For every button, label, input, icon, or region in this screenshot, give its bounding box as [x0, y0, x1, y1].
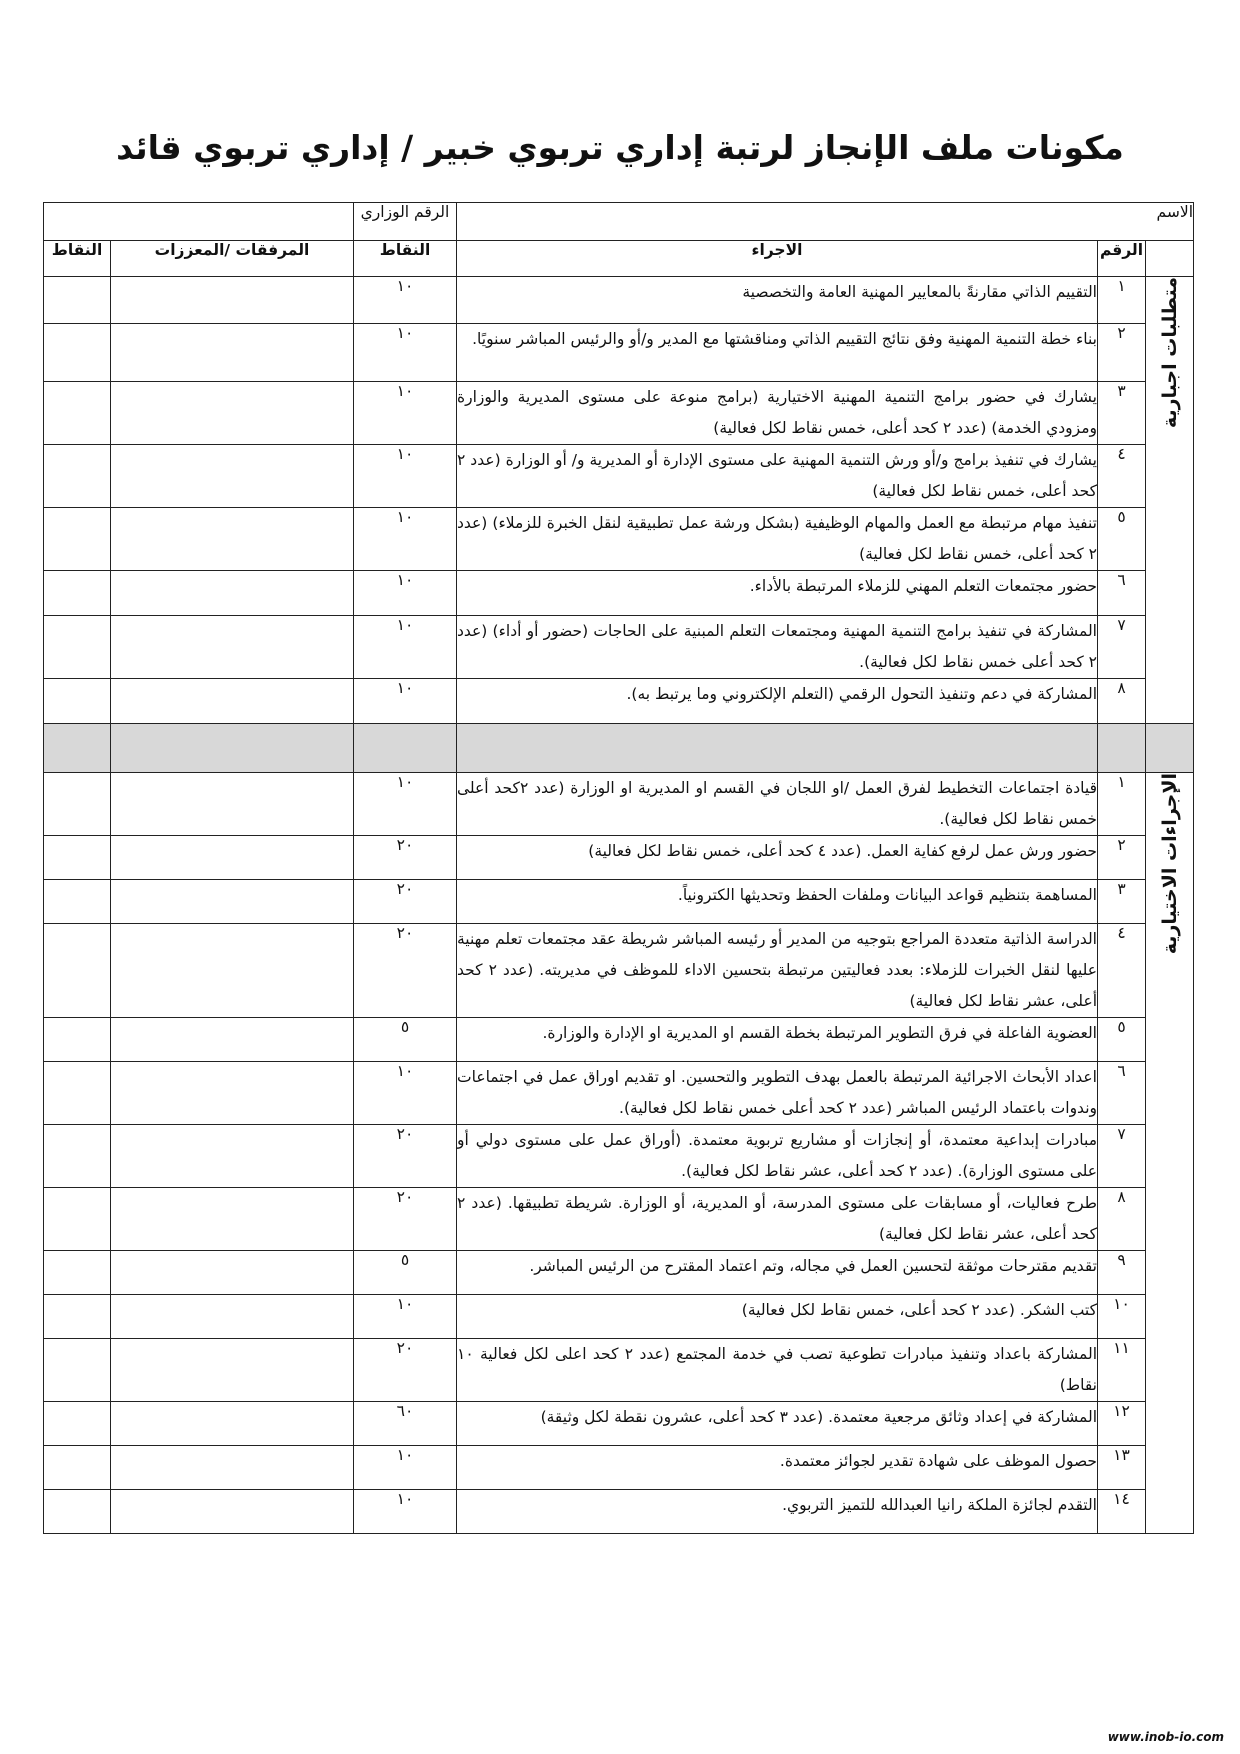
ministry-number-label: الرقم الوزاري: [354, 203, 457, 241]
page-title: مكونات ملف الإنجاز لرتبة إداري تربوي خبير / إداري تربوي قائد: [116, 128, 1124, 167]
row-number: ٦: [1098, 1062, 1146, 1125]
attachments-cell[interactable]: [111, 571, 354, 616]
earned-points-cell[interactable]: [44, 1339, 111, 1402]
row-points: ١٠: [354, 773, 457, 836]
table-row: [44, 1295, 1194, 1339]
attachments-cell[interactable]: [111, 1446, 354, 1490]
attachments-cell[interactable]: [111, 836, 354, 880]
row-points: ١٠: [354, 445, 457, 508]
separator-cell: [1098, 724, 1146, 773]
row-number: ١٣: [1098, 1446, 1146, 1490]
procedure-text: اعداد الأبحاث الاجرائية المرتبطة بالعمل بهدف التطوير والتحسين. او تقديم اوراق عمل في اجتماعات وندوات باعتماد الرئيس المباشر (عدد ٢ كحد أعلى خمس نقاط لكل فعالية).: [457, 1062, 1098, 1125]
separator-cell: [354, 724, 457, 773]
procedure-text: التقدم لجائزة الملكة رانيا العبدالله للتميز التربوي.: [457, 1490, 1098, 1534]
earned-points-cell[interactable]: [44, 1490, 111, 1534]
procedure-text: المشاركة في دعم وتنفيذ التحول الرقمي (التعلم الإلكتروني وما يرتبط به).: [457, 679, 1098, 724]
table-row: [44, 1125, 1194, 1188]
row-points: ٢٠: [354, 1339, 457, 1402]
earned-points-cell[interactable]: [44, 1018, 111, 1062]
header-number: الرقم: [1098, 241, 1146, 277]
row-number: ٦: [1098, 571, 1146, 616]
earned-points-cell[interactable]: [44, 508, 111, 571]
row-points: ١٠: [354, 508, 457, 571]
separator-cell: [44, 724, 111, 773]
attachments-cell[interactable]: [111, 382, 354, 445]
name-field[interactable]: [457, 203, 1194, 241]
attachments-cell[interactable]: [111, 445, 354, 508]
procedure-text: المشاركة في تنفيذ برامج التنمية المهنية ومجتمعات التعلم المبنية على الحاجات (حضور أو أداء) (عدد ٢ كحد أعلى خمس نقاط لكل فعالية).: [457, 616, 1098, 679]
row-number: ٩: [1098, 1251, 1146, 1295]
row-number: ١١: [1098, 1339, 1146, 1402]
table-row: [44, 1402, 1194, 1446]
earned-points-cell[interactable]: [44, 679, 111, 724]
earned-points-cell[interactable]: [44, 382, 111, 445]
attachments-cell[interactable]: [111, 508, 354, 571]
row-number: ٢: [1098, 836, 1146, 880]
table-row: [44, 880, 1194, 924]
table-row: [44, 1490, 1194, 1534]
attachments-cell[interactable]: [111, 1251, 354, 1295]
attachments-cell[interactable]: [111, 1402, 354, 1446]
attachments-cell[interactable]: [111, 616, 354, 679]
procedure-text: طرح فعاليات، أو مسابقات على مستوى المدرسة، أو المديرية، أو الوزارة. شريطة تطبيقها. (عدد ٢ كحد أعلى، عشر نقاط لكل فعالية): [457, 1188, 1098, 1251]
name-row: [44, 203, 1194, 241]
row-points: ١٠: [354, 382, 457, 445]
table-row: [44, 836, 1194, 880]
earned-points-cell[interactable]: [44, 1251, 111, 1295]
earned-points-cell[interactable]: [44, 277, 111, 324]
separator-cell: [457, 724, 1098, 773]
earned-points-cell[interactable]: [44, 1402, 111, 1446]
row-number: ١: [1098, 773, 1146, 836]
attachments-cell[interactable]: [111, 1490, 354, 1534]
row-number: ١: [1098, 277, 1146, 324]
row-number: ٧: [1098, 616, 1146, 679]
attachments-cell[interactable]: [111, 1125, 354, 1188]
procedure-text: كتب الشكر. (عدد ٢ كحد أعلى، خمس نقاط لكل فعالية): [457, 1295, 1098, 1339]
attachments-cell[interactable]: [111, 1062, 354, 1125]
row-number: ١٠: [1098, 1295, 1146, 1339]
row-number: ٢: [1098, 324, 1146, 382]
mandatory-category: [1146, 277, 1194, 724]
table-row: [44, 1062, 1194, 1125]
attachments-cell[interactable]: [111, 679, 354, 724]
header-points-2: النقاط: [44, 241, 111, 277]
optional-category: [1146, 773, 1194, 1534]
procedure-text: تقديم مقترحات موثقة لتحسين العمل في مجاله، وتم اعتماد المقترح من الرئيس المباشر.: [457, 1251, 1098, 1295]
row-points: ١٠: [354, 679, 457, 724]
attachments-cell[interactable]: [111, 880, 354, 924]
table-row: [44, 1339, 1194, 1402]
row-points: ١٠: [354, 1062, 457, 1125]
row-points: ٢٠: [354, 880, 457, 924]
procedure-text: حضور مجتمعات التعلم المهني للزملاء المرتبطة بالأداء.: [457, 571, 1098, 616]
earned-points-cell[interactable]: [44, 1295, 111, 1339]
table-row: [44, 324, 1194, 382]
procedure-text: مبادرات إبداعية معتمدة، أو إنجازات أو مشاريع تربوية معتمدة. (أوراق عمل على مستوى دولي أو على مستوى الوزارة). (عدد ٢ كحد أعلى، عشر نقاط لكل فعالية).: [457, 1125, 1098, 1188]
procedure-text: حصول الموظف على شهادة تقدير لجوائز معتمدة.: [457, 1446, 1098, 1490]
procedure-text: المساهمة بتنظيم قواعد البيانات وملفات الحفظ وتحديثها الكترونياً.: [457, 880, 1098, 924]
attachments-cell[interactable]: [111, 1188, 354, 1251]
header-attachments: المرفقات /المعززات: [111, 241, 354, 277]
earned-points-cell[interactable]: [44, 616, 111, 679]
mandatory-category-label: متطلبات اجبارية: [1158, 277, 1181, 429]
row-points: ٥: [354, 1251, 457, 1295]
optional-category-label: الإجراءات الاختيارية: [1158, 773, 1181, 955]
row-number: ٧: [1098, 1125, 1146, 1188]
table-row: [44, 773, 1194, 836]
row-number: ٥: [1098, 1018, 1146, 1062]
attachments-cell[interactable]: [111, 1339, 354, 1402]
row-points: ١٠: [354, 1446, 457, 1490]
earned-points-cell[interactable]: [44, 1188, 111, 1251]
footer-url: www.inob-io.com: [1107, 1730, 1224, 1744]
header-row: [44, 241, 1194, 277]
row-number: ٤: [1098, 924, 1146, 1018]
procedure-text: بناء خطة التنمية المهنية وفق نتائج التقييم الذاتي ومناقشتها مع المدير و/أو والرئيس المباشر سنويًا.: [457, 324, 1098, 382]
row-points: ٢٠: [354, 1125, 457, 1188]
procedure-text: التقييم الذاتي مقارنةً بالمعايير المهنية العامة والتخصصية: [457, 277, 1098, 324]
procedure-text: يشارك في حضور برامج التنمية المهنية الاختيارية (برامج منوعة على مستوى المديرية والوزارة ومزودي الخدمة) (عدد ٢ كحد أعلى، خمس نقاط لكل فعالية): [457, 382, 1098, 445]
table-row: [44, 616, 1194, 679]
table-row: [44, 1251, 1194, 1295]
procedure-text: العضوية الفاعلة في فرق التطوير المرتبطة بخطة القسم او المديرية او الإدارة والوزارة.: [457, 1018, 1098, 1062]
procedure-text: المشاركة في إعداد وثائق مرجعية معتمدة. (عدد ٣ كحد أعلى، عشرون نقطة لكل وثيقة): [457, 1402, 1098, 1446]
earned-points-cell[interactable]: [44, 571, 111, 616]
row-number: ٤: [1098, 445, 1146, 508]
row-points: ١٠: [354, 616, 457, 679]
row-number: ٥: [1098, 508, 1146, 571]
earned-points-cell[interactable]: [44, 1125, 111, 1188]
row-number: ١٢: [1098, 1402, 1146, 1446]
table-row: [44, 382, 1194, 445]
attachments-cell[interactable]: [111, 1018, 354, 1062]
row-points: ٥: [354, 1018, 457, 1062]
row-number: ٨: [1098, 1188, 1146, 1251]
table-row: [44, 277, 1194, 324]
table-row: [44, 508, 1194, 571]
attachments-cell[interactable]: [111, 773, 354, 836]
procedure-text: المشاركة باعداد وتنفيذ مبادرات تطوعية تصب في خدمة المجتمع (عدد ٢ كحد اعلى لكل فعالية ١٠ نقاط): [457, 1339, 1098, 1402]
earned-points-cell[interactable]: [44, 324, 111, 382]
earned-points-cell[interactable]: [44, 773, 111, 836]
row-points: ١٠: [354, 1490, 457, 1534]
attachments-cell[interactable]: [111, 277, 354, 324]
earned-points-cell[interactable]: [44, 445, 111, 508]
earned-points-cell[interactable]: [44, 836, 111, 880]
section-separator: [44, 724, 1194, 773]
table-row: [44, 445, 1194, 508]
procedure-text: تنفيذ مهام مرتبطة مع العمل والمهام الوظيفية (بشكل ورشة عمل تطبيقية لنقل الخبرة للزملاء) (عدد ٢ كحد أعلى، خمس نقاط لكل فعالية): [457, 508, 1098, 571]
earned-points-cell[interactable]: [44, 1446, 111, 1490]
portfolio-table: [43, 202, 1194, 1534]
table-row: [44, 1446, 1194, 1490]
row-points: ٢٠: [354, 924, 457, 1018]
row-number: ٣: [1098, 382, 1146, 445]
ministry-number-field[interactable]: [44, 203, 354, 241]
header-points: النقاط: [354, 241, 457, 277]
row-points: ٢٠: [354, 1188, 457, 1251]
row-points: ١٠: [354, 1295, 457, 1339]
separator-cell: [1146, 724, 1194, 773]
table-row: [44, 679, 1194, 724]
row-points: ١٠: [354, 324, 457, 382]
row-number: ٨: [1098, 679, 1146, 724]
table-row: [44, 1188, 1194, 1251]
attachments-cell[interactable]: [111, 324, 354, 382]
table-row: [44, 1018, 1194, 1062]
earned-points-cell[interactable]: [44, 924, 111, 1018]
procedure-text: الدراسة الذاتية متعددة المراجع بتوجيه من المدير أو رئيسه المباشر شريطة عقد مجتمعات تعلم مهنية عليها لنقل الخبرات للزملاء: بعدد فعاليتين مرتبطة بتحسين الاداء للموظف في مديريته. (عدد ٢ كحد أعلى، عشر نقاط لكل فعالية): [457, 924, 1098, 1018]
attachments-cell[interactable]: [111, 1295, 354, 1339]
earned-points-cell[interactable]: [44, 880, 111, 924]
row-points: ١٠: [354, 277, 457, 324]
earned-points-cell[interactable]: [44, 1062, 111, 1125]
procedure-text: حضور ورش عمل لرفع كفاية العمل. (عدد ٤ كحد أعلى، خمس نقاط لكل فعالية): [457, 836, 1098, 880]
name-label: الاسم: [1156, 203, 1193, 221]
separator-cell: [111, 724, 354, 773]
table-row: [44, 924, 1194, 1018]
header-procedure: الاجراء: [457, 241, 1098, 277]
row-points: ١٠: [354, 571, 457, 616]
row-points: ٦٠: [354, 1402, 457, 1446]
procedure-text: قيادة اجتماعات التخطيط لفرق العمل /او اللجان في القسم او المديرية او الوزارة (عدد ٢كحد أعلى خمس نقاط لكل فعالية).: [457, 773, 1098, 836]
row-number: ١٤: [1098, 1490, 1146, 1534]
row-number: ٣: [1098, 880, 1146, 924]
attachments-cell[interactable]: [111, 924, 354, 1018]
procedure-text: يشارك في تنفيذ برامج و/أو ورش التنمية المهنية على مستوى الإدارة أو المديرية و/ أو الوزارة (عدد ٢ كحد أعلى، خمس نقاط لكل فعالية): [457, 445, 1098, 508]
table-row: [44, 571, 1194, 616]
row-points: ٢٠: [354, 836, 457, 880]
